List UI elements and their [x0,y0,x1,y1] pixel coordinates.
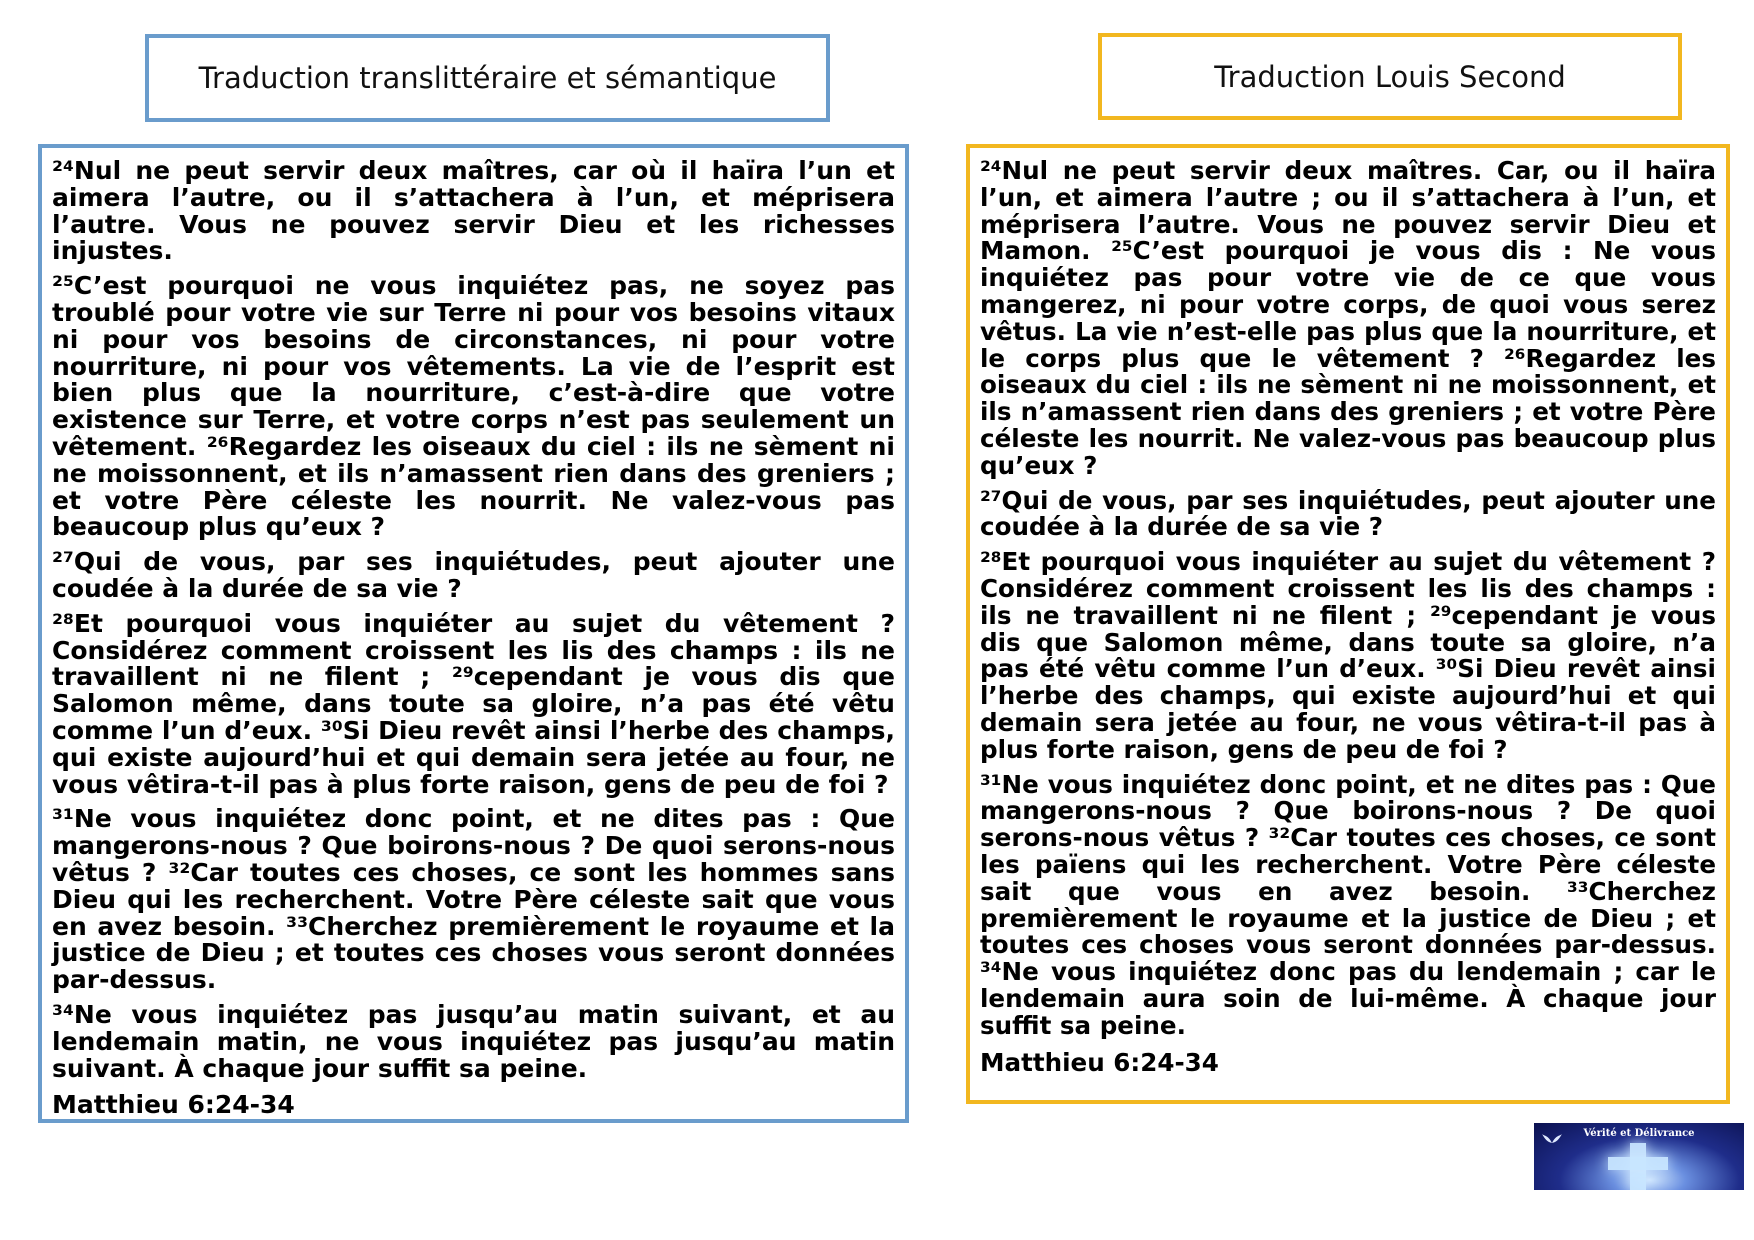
verse-paragraph: ²⁷Qui de vous, par ses inquiétudes, peut ajouter une coudée à la durée de sa vie ? [980,485,1716,542]
title-louis-second: Traduction Louis Second [1214,59,1566,94]
semantic-translation-text-box [38,144,909,1123]
cross-bar [1608,1157,1668,1170]
verite-delivrance-logo [1534,1123,1744,1190]
title-box-semantic-translation [145,34,830,122]
verse-paragraph: ³¹Ne vous inquiétez donc point, et ne dites pas : Que mangerons-nous ? Que boirons-nous ? De quoi serons-nous vêtus ? ³²Car toutes ces choses, ce sont les hommes sans Dieu qui les recherchent. Votre Père céleste sait que vous en avez besoin. ³³Cherchez premièrement le royaume et la justice de Dieu ; et toutes ces choses vous seront données par-dessus. [52,804,895,995]
verse-paragraph: ²⁷Qui de vous, par ses inquiétudes, peut ajouter une coudée à la durée de sa vie ? [52,547,895,603]
verse-paragraph: ³¹Ne vous inquiétez donc point, et ne dites pas : Que mangerons-nous ? Que boirons-nous ? De quoi serons-nous vêtus ? ³²Car toutes ces choses, ce sont les païens qui les recherchent. Votre Père céleste sait que vous en avez besoin. ³³Cherchez premièrement le royaume et la justice de Dieu ; et toutes ces choses vous seront données par-dessus. ³⁴Ne vous inquiétez donc pas du lendemain ; car le lendemain aura soin de lui-même. À chaque jour suffit sa peine. [980,769,1716,1040]
bible-reference: Matthieu 6:24-34 [980,1047,1219,1077]
logo-title: Vérité et Délivrance [1583,1128,1695,1139]
bible-reference: Matthieu 6:24-34 [52,1090,295,1120]
title-semantic-translation: Traduction translittéraire et sémantique [198,61,777,95]
verse-paragraph: ²⁵C’est pourquoi ne vous inquiétez pas, ne soyez pas troublé pour votre vie sur Terre ni pour vos besoins vitaux ni pour vos besoins de circonstances, ni pour votre nourriture, ni pour vos vêtements. La vie de l’esprit est bien plus que la nourriture, c’est-à-dire que votre existence sur Terre, et votre corps n’est pas seulement un vêtement. ²⁶Regardez les oiseaux du ciel : ils ne sèment ni ne moissonnent, et ils n’amassent rien dans des greniers ; et votre Père céleste les nourrit. Ne valez-vous pas beaucoup plus qu’eux ? [52,271,895,542]
title-box-louis-second [1098,33,1682,120]
verse-paragraph: ²⁴Nul ne peut servir deux maîtres, car où il haïra l’un et aimera l’autre, ou il s’attachera à l’un, et méprisera l’autre. Vous ne pouvez servir Dieu et les richesses injustes. [52,156,895,266]
verse-paragraph: ²⁸Et pourquoi vous inquiéter au sujet du vêtement ? Considérez comment croissent les lis des champs : ils ne travaillent ni ne filent ; ²⁹cependant je vous dis que Salomon même, dans toute sa gloire, n’a pas été vêtu comme l’un d’eux. ³⁰Si Dieu revêt ainsi l’herbe des champs, qui existe aujourd’hui et qui demain sera jetée au four, ne vous vêtira-t-il pas à plus forte raison, gens de peu de foi ? [980,547,1716,764]
verse-paragraph: ²⁴Nul ne peut servir deux maîtres. Car, ou il haïra l’un, et aimera l’autre ; ou il s’attachera à l’un, et méprisera l’autre. Vous ne pouvez servir Dieu et Mamon. ²⁵C’est pourquoi je vous dis : Ne vous inquiétez pas pour votre vie de ce que vous mangerez, ni pour votre corps, de quoi vous serez vêtus. La vie n’est-elle pas plus que la nourriture, et le corps plus que le vêtement ? ²⁶Regardez les oiseaux du ciel : ils ne sèment ni ne moissonnent, et ils n’amassent rien dans des greniers ; et votre Père céleste les nourrit. Ne valez-vous pas beaucoup plus qu’eux ? [980,156,1716,480]
verse-paragraph: ³⁴Ne vous inquiétez pas jusqu’au matin suivant, et au lendemain matin, ne vous inquiétez pas jusqu’au matin suivant. À chaque jour suffit sa peine. [52,999,895,1083]
verse-paragraph: ²⁸Et pourquoi vous inquiéter au sujet du vêtement ? Considérez comment croissent les lis des champs : ils ne travaillent ni ne filent ; ²⁹cependant je vous dis que Salomon même, dans toute sa gloire, n’a pas été vêtu comme l’un d’eux. ³⁰Si Dieu revêt ainsi l’herbe des champs, qui existe aujourd’hui et qui demain sera jetée au four, ne vous vêtira-t-il pas à plus forte raison, gens de peu de foi ? [52,608,895,799]
louis-second-text-box [966,144,1730,1104]
